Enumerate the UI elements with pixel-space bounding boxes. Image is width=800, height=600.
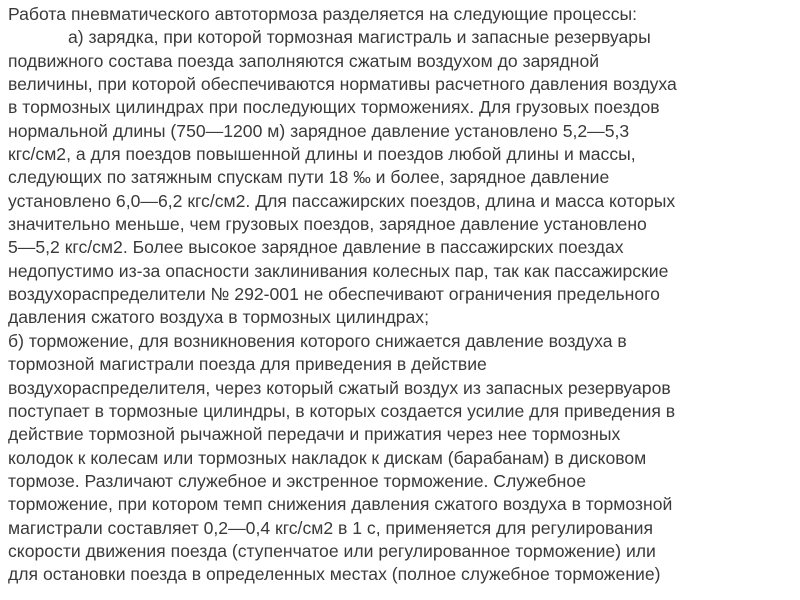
text-line: поступает в тормозные цилиндры, в которых создается усилие для приведения в [8, 400, 676, 421]
text-line: значительно меньше, чем грузовых поездов, зарядное давление установлено [8, 214, 647, 235]
text-line: следующих по затяжным спускам пути 18 ‰ и более, зарядное давление [8, 167, 610, 188]
text-line: нормальной длины (750—1200 м) зарядное давление установлено 5,2—5,3 [8, 120, 630, 141]
text-line: кгс/см2, а для поездов повышенной длины и поездов любой длины и массы, [8, 144, 636, 165]
text-line: колодок к колесам или тормозных накладок к дискам (барабанам) в дисковом [8, 447, 647, 468]
text-line: установлено 6,0—6,2 кгс/см2. Для пассажирских поездов, длина и масса которых [8, 190, 676, 211]
document-body [8, 3, 798, 587]
text-line: воздухораспределители № 292-001 не обеспечивают ограничения предельного [8, 284, 660, 305]
text-line: тормозной магистрали поезда для приведения в действие [8, 354, 487, 375]
text-line: величины, при которой обеспечиваются нормативы расчетного давления воздуха [8, 74, 677, 95]
text-line: в тормозных цилиндрах при последующих торможениях. Для грузовых поездов [8, 97, 660, 118]
text-line: подвижного состава поезда заполняются сжатым воздухом до зарядной [8, 50, 600, 71]
text-line: торможение, при котором темп снижения давления сжатого воздуха в тормозной [8, 494, 673, 515]
text-line: скорости движения поезда (ступенчатое или регулированное торможение) или [8, 540, 656, 561]
text-line: Работа пневматического автотормоза разделяется на следующие процессы: [8, 4, 638, 24]
text-line: действие тормозной рычажной передачи и прижатия через нее тормозных [8, 424, 621, 445]
text-line: 5—5,2 кгс/см2. Более высокое зарядное давление в пассажирских поездах [8, 237, 624, 258]
text-line: для остановки поезда в определенных местах (полное служебное торможение) [8, 564, 661, 585]
text-line: тормозе. Различают служебное и экстренное торможение. Служебное [8, 470, 586, 491]
text-line: недопустимо из-за опасности заклинивания колесных пар, так как пассажирские [8, 260, 669, 281]
text-line: давления сжатого воздуха в тормозных цилиндрах; [8, 307, 429, 328]
text-line: воздухораспределителя, через который сжатый воздух из запасных резервуаров [8, 377, 671, 398]
text-line: а) зарядка, при которой тормозная магистраль и запасные резервуары [68, 27, 651, 48]
text-line: б) торможение, для возникновения которого снижается давление воздуха в [8, 330, 627, 351]
text-line: магистрали составляет 0,2—0,4 кгс/см2 в 1 с, применяется для регулирования [8, 517, 654, 538]
